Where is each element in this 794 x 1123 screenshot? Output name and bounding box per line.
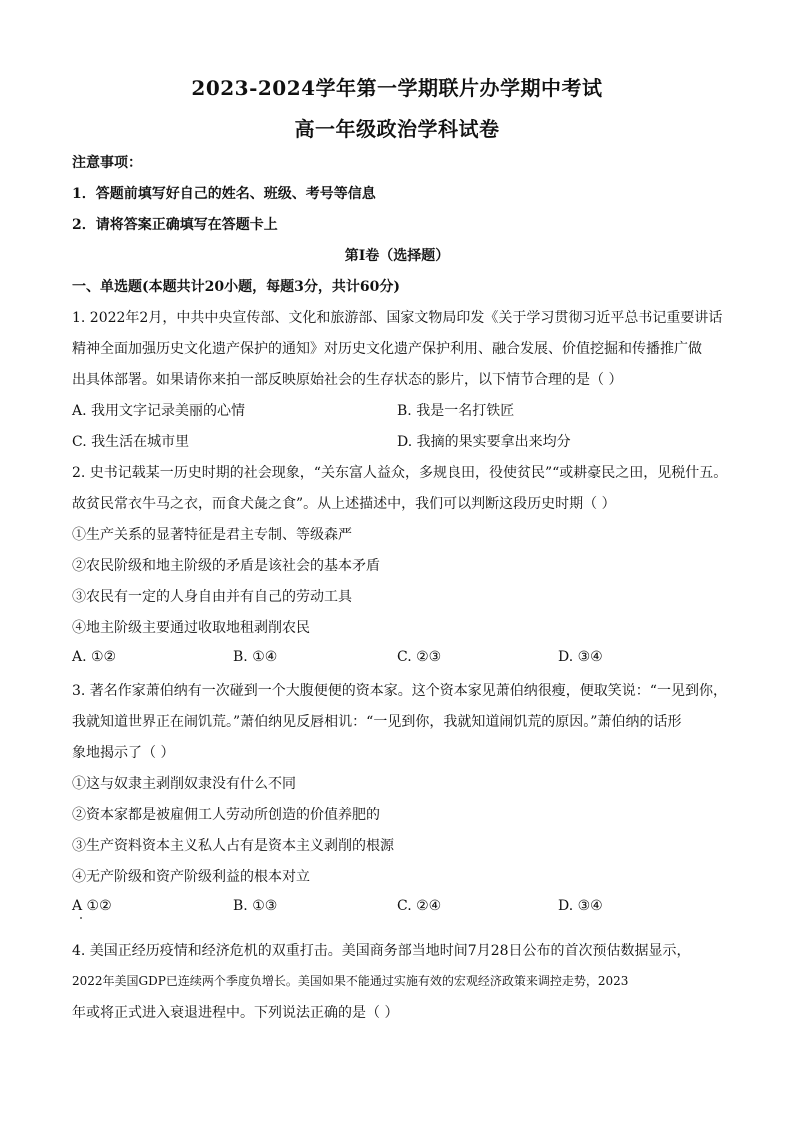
q2-statement-4: ④地主阶级主要通过收取地租剥削农民: [72, 620, 310, 636]
q3-option-c: C. ②④: [397, 898, 442, 914]
q4-stem-line-1: 4. 美国正经历疫情和经济危机的双重打击。美国商务部当地时间7月28日公布的首次预估数据显示，: [72, 943, 691, 959]
q3-option-b: B. ①③: [233, 898, 278, 914]
q1-option-d: D. 我摘的果实要拿出来均分: [397, 434, 571, 450]
q1-stem-line-2: 精神全面加强历史文化遗产保护的通知》对历史文化遗产保护利用、融合发展、价值挖掘和传播推广做: [72, 341, 702, 357]
q2-statement-1: ①生产关系的显著特征是君主专制、等级森严: [72, 527, 352, 543]
q1-option-b: B. 我是一名打铁匠: [397, 403, 515, 419]
q4-stem-line-3: 年或将正式进入衰退进程中。下列说法正确的是（ ）: [72, 1005, 399, 1021]
notes-heading: 注意事项：: [72, 155, 142, 171]
q3-option-d: D. ③④: [558, 898, 603, 914]
stray-dot-mark: [80, 917, 82, 919]
q2-option-d: D. ③④: [558, 649, 603, 665]
q3-option-a: A ①②: [72, 898, 112, 914]
q3-statement-1: ①这与奴隶主剥削奴隶没有什么不同: [72, 776, 296, 792]
notes-item-1: 1．答题前填写好自己的姓名、班级、考号等信息: [72, 186, 376, 202]
q1-stem-line-3: 出具体部署。如果请你来拍一部反映原始社会的生存状态的影片，以下情节合理的是（ ）: [72, 372, 623, 388]
q4-stem-line-2: 2022年美国GDP已连续两个季度负增长。美国如果不能通过实施有效的宏观经济政策来调控走势，2023: [72, 974, 629, 988]
q2-stem-line-1: 2. 史书记载某一历史时期的社会现象，“关东富人益众，多规良田，役使贫民”“或耕豪民之田，见税什五。: [72, 465, 728, 481]
q2-statement-3: ③农民有一定的人身自由并有自己的劳动工具: [72, 589, 352, 605]
q1-stem-line-1: 1. 2022年2月，中共中央宣传部、文化和旅游部、国家文物局印发《关于学习贯彻习近平总书记重要讲话: [72, 310, 723, 326]
volume-title: 第Ⅰ卷（选择题）: [344, 248, 450, 264]
q3-statement-3: ③生产资料资本主义私人占有是资本主义剥削的根源: [72, 838, 394, 854]
q2-option-b: B. ①④: [233, 649, 278, 665]
q2-statement-2: ②农民阶级和地主阶级的矛盾是该社会的基本矛盾: [72, 558, 380, 574]
q3-stem-line-1: 3. 著名作家萧伯纳有一次碰到一个大腹便便的资本家。这个资本家见萧伯纳很瘦，便取笑说：“一见到你，: [72, 683, 727, 699]
q1-option-c: C. 我生活在城市里: [72, 434, 190, 450]
notes-item-2: 2．请将答案正确填写在答题卡上: [72, 217, 278, 233]
q3-stem-line-2: 我就知道世界正在闹饥荒。”萧伯纳见反唇相讥：“一见到你，我就知道闹饥荒的原因。”萧伯纳的话形: [72, 714, 682, 730]
exam-subtitle: 高一年级政治学科试卷: [294, 117, 500, 141]
q3-stem-line-3: 象地揭示了（ ）: [72, 745, 175, 761]
q3-statement-4: ④无产阶级和资产阶级利益的根本对立: [72, 869, 310, 885]
q2-option-a: A. ①②: [72, 649, 117, 665]
exam-title: 2023-2024学年第一学期联片办学期中考试: [191, 76, 603, 100]
q1-option-a: A. 我用文字记录美丽的心情: [72, 403, 246, 419]
q2-stem-line-2: 故贫民常衣牛马之衣，而食犬彘之食”。从上述描述中，我们可以判断这段历史时期（ ）: [72, 496, 616, 512]
q2-option-c: C. ②③: [397, 649, 442, 665]
q3-statement-2: ②资本家都是被雇佣工人劳动所创造的价值养肥的: [72, 807, 380, 823]
part-heading: 一、单选题(本题共计20小题，每题3分，共计60分): [72, 279, 400, 295]
